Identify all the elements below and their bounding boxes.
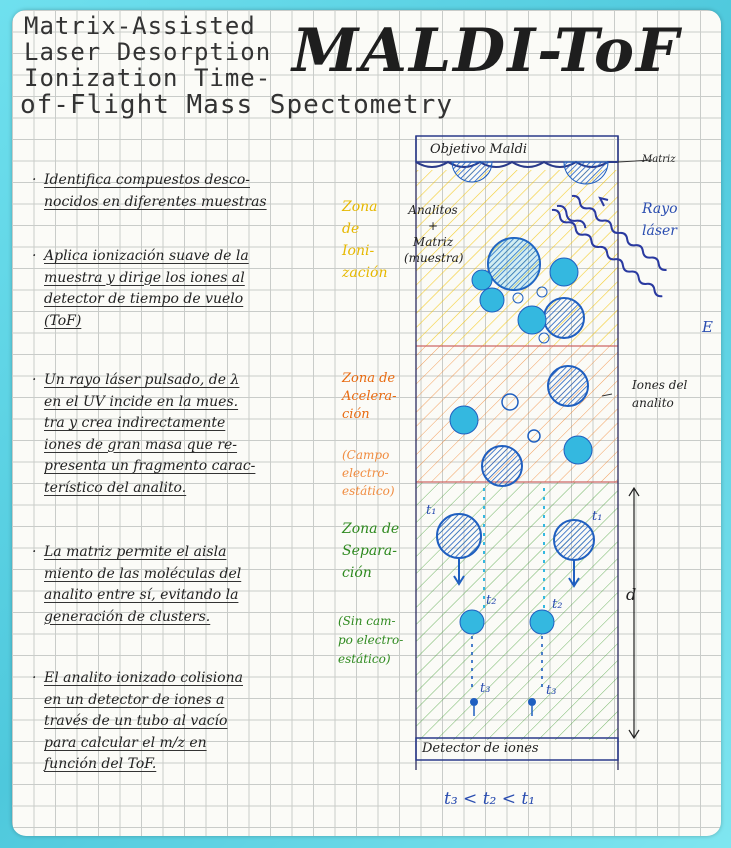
laser-label: Rayo láser bbox=[642, 201, 678, 239]
t3-right-label: t₃ bbox=[546, 683, 557, 698]
bullet-2-line-4: (ToF) bbox=[44, 312, 82, 329]
bullet-4-line-1: La matriz permite el aisla bbox=[44, 544, 227, 560]
bullet-3-line-3: tra y crea indirectamente bbox=[44, 415, 226, 431]
bullet-4-line-3: analito entre sí, evitando la bbox=[44, 587, 239, 603]
bullet-3-line-5: presenta un fragmento carac- bbox=[44, 458, 256, 474]
bullet-5-line-1: El analito ionizado colisiona bbox=[44, 670, 243, 686]
target-label: Objetivo Maldi bbox=[430, 142, 528, 157]
laser-e-label: E bbox=[702, 318, 713, 336]
title-line-2: Laser Desorption bbox=[24, 38, 272, 66]
bullet-5-line-4: para calcular el m/z en bbox=[44, 734, 207, 751]
bullet-3-line-2: en el UV incide en la mues. bbox=[44, 393, 239, 410]
title-line-4: of-Flight Mass Spectometry bbox=[20, 90, 453, 120]
bullet-2-line-1: Aplica ionización suave de la bbox=[44, 248, 249, 264]
ions-label: Iones del analito bbox=[632, 378, 688, 410]
t3-left-label: t₃ bbox=[480, 681, 491, 696]
t2-left-label: t₂ bbox=[486, 593, 497, 608]
acceleration-zone-label: Zona de Acelera- ción bbox=[342, 371, 397, 422]
bullet-5-line-2: en un detector de iones a bbox=[44, 691, 225, 708]
bullet-5: · El analito ionizado colisiona en un detector de iones a través de un tubo al vacío para calcular el m/z en función del ToF. bbox=[44, 668, 309, 776]
bullet-5-line-3: través de un tubo al vacío bbox=[44, 713, 228, 729]
t2-right-label: t₂ bbox=[552, 597, 563, 612]
time-inequality: t₃ < t₂ < t₁ bbox=[444, 789, 536, 809]
bullet-4-line-4: generación de clusters. bbox=[44, 608, 211, 625]
separation-zone-label: Zona de Separa- ción bbox=[342, 521, 400, 581]
bullet-3-line-4: iones de gran masa que re- bbox=[44, 436, 238, 453]
t1-right-label: t₁ bbox=[592, 509, 603, 524]
t1-left-label: t₁ bbox=[426, 503, 437, 518]
bullet-1-line-2: nocidos en diferentes muestras bbox=[44, 193, 267, 210]
no-field-label: (Sin cam- po electro- estático) bbox=[338, 614, 404, 666]
bullet-2-line-2: muestra y dirige los iones al bbox=[44, 269, 245, 286]
bullet-1-line-1: Identifica compuestos desco- bbox=[44, 172, 250, 188]
title-line-3: Ionization Time- bbox=[24, 64, 272, 92]
bullet-3-line-1: Un rayo láser pulsado, de λ bbox=[44, 372, 240, 388]
bullet-5-line-5: función del ToF. bbox=[44, 756, 157, 772]
bullet-3: · Un rayo láser pulsado, de λ en el UV incide en la mues. tra y crea indirectamente iones de gran masa que re- presenta un fragmento carac- terístico del analito. bbox=[44, 370, 309, 499]
grid-paper-page bbox=[12, 10, 721, 836]
bullet-3-line-6: terístico del analito. bbox=[44, 479, 187, 496]
bullet-4-line-2: miento de las moléculas del bbox=[44, 565, 242, 582]
big-title: MALDI-ToF bbox=[292, 16, 681, 86]
field-label: (Campo electro- estático) bbox=[342, 448, 395, 498]
bullet-1: · Identifica compuestos desco- nocidos en diferentes muestras bbox=[44, 170, 309, 213]
distance-label: d bbox=[626, 585, 637, 604]
bullet-2: · Aplica ionización suave de la muestra y dirige los iones al detector de tiempo de vuelo (ToF) bbox=[44, 246, 309, 332]
analytes-label: Analitos + Matriz (muestra) bbox=[404, 203, 464, 265]
bullet-2-line-3: detector de tiempo de vuelo bbox=[44, 291, 244, 307]
matrix-label: Matriz bbox=[642, 154, 676, 165]
ionization-zone-label: Zona de Ioni- zación bbox=[342, 199, 388, 281]
bullet-4: · La matriz permite el aisla miento de las moléculas del analito entre sí, evitando la generación de clusters. bbox=[44, 542, 309, 628]
title-line-1: Matrix-Assisted bbox=[24, 12, 256, 40]
detector-label: Detector de iones bbox=[422, 741, 539, 756]
